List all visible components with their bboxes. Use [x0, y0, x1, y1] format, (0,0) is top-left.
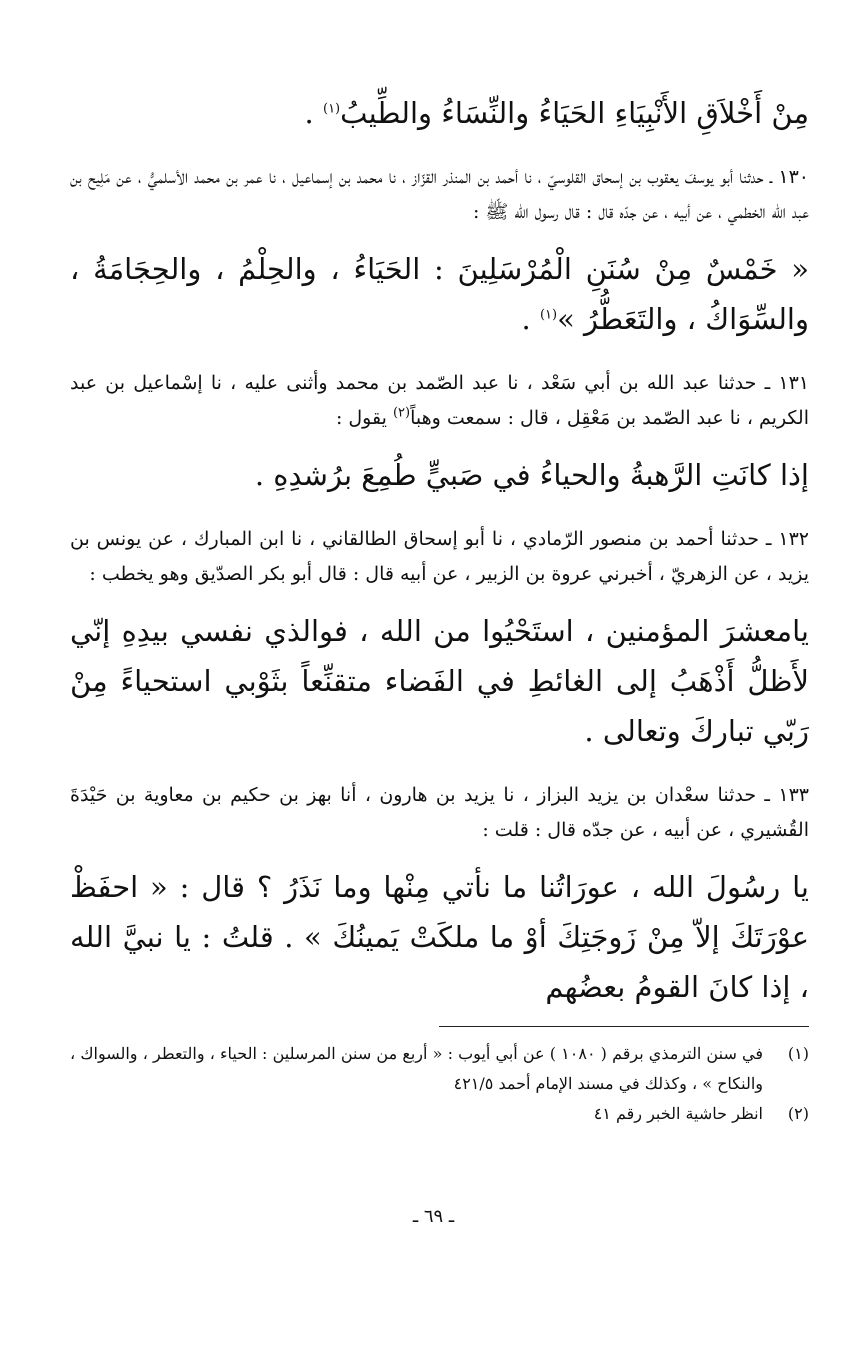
- footnote-marker: (١): [322, 101, 341, 117]
- quote-block-1: [70, 88, 809, 138]
- footnote-text: انظر حاشية الخبر رقم ٤١: [593, 1104, 763, 1123]
- footnote-divider: [439, 1026, 809, 1027]
- quote-text: يا رسُولَ الله ، عورَاتُنا ما نأتي مِنْها وما نَذَرُ ؟ قال : « احفَظْ عوْرَتَكَ إلاّ مِنْ زَوجَتِكَ أوْ ما ملكَتْ يَمينُكَ » . قلتُ : يا نبيَّ الله ، إذا كانَ القومُ بعضُهم: [70, 870, 809, 1004]
- footnote-2: [70, 1099, 809, 1129]
- quote-text: إذا كانَتِ الرَّهبةُ والحياءُ في صَبيٍّ طُمِعَ برُشدِهِ .: [254, 458, 809, 492]
- quote-text: « خَمْسٌ مِنْ سُنَنِ الْمُرْسَلِينَ : الحَيَاءُ ، والحِلْمُ ، والحِجَامَةُ ، والسِّوَاكُ ، والتَعَطُّرُ »: [70, 252, 809, 336]
- quote-block-2: [70, 244, 809, 344]
- quote-end: .: [521, 302, 540, 336]
- chain-text: ١٣٠ ـ حدثنا أبو يوسفَ يعقوب بن إسحاق القلوسيّ ، نا أحمد بن المنذر القزّاز ، نا محمد بن إسماعيل ، نا عمر بن محمد الأسلميُّ ، عن مَلِيح بن عبد الله الخطمي ، عن أبيه ، عن جدّه قال : قال رسول الله ﷺ :: [70, 166, 809, 223]
- quote-text: مِنْ أَخْلاَقِ الأَنْبِيَاءِ الحَيَاءُ والنِّسَاءُ والطِّيبُ: [340, 96, 809, 130]
- page-number: ـ ٦٩ ـ: [412, 1206, 455, 1227]
- quote-block-3: [70, 450, 809, 500]
- quote-text: يامعشرَ المؤمنين ، استَحْيُوا من الله ، فوالذي نفسي بيدِهِ إنّي لأَظلُّ أَذْهَبُ إلى الغائطِ في الفَضاء متقنِّعاً بثَوْبي استحياءً مِنْ رَبّي تباركَ وتعالى .: [70, 614, 809, 748]
- chain-text: ١٣٣ ـ حدثنا سعْدان بن يزيد البزاز ، نا يزيد بن هارون ، أنا بهز بن حكيم بن معاوية بن حَيْدَةَ القُشيري ، عن أبيه ، عن جدّه قال : قلت :: [70, 784, 809, 841]
- hadith-133-chain: [70, 778, 809, 848]
- quote-block-5: [70, 862, 809, 1012]
- quote-block-4: [70, 606, 809, 756]
- footnote-1: [70, 1039, 809, 1099]
- footnote-number: (٢): [787, 1104, 809, 1123]
- footnote-marker: (٢): [392, 405, 411, 421]
- footnote-text: في سنن الترمذي برقم ( ١٠٨٠ ) عن أبي أيوب : « أربع من سنن المرسلين : الحياء ، والتعطر ، والسواك ، والنكاح » ، وكذلك في مسند الإمام أحمد ٤٢١/٥: [70, 1044, 763, 1093]
- hadith-131-chain: [70, 366, 809, 436]
- hadith-132-chain: [70, 522, 809, 592]
- chain-text-end: يقول :: [335, 407, 393, 429]
- footnote-number: (١): [787, 1044, 809, 1063]
- chain-text: ١٣١ ـ حدثنا عبد الله بن أبي سَعْد ، نا عبد الصّمد بن محمد وأثنى عليه ، نا إسْماعيل بن عبد الكريم ، نا عبد الصّمد بن مَعْقِل ، قال : سمعت وهباً: [70, 372, 809, 429]
- quote-end: .: [304, 96, 323, 130]
- chain-text: ١٣٢ ـ حدثنا أحمد بن منصور الرّمادي ، نا أبو إسحاق الطالقاني ، نا ابن المبارك ، عن يونس بن يزيد ، عن الزهريّ ، أخبرني عروة بن الزبير ، عن أبيه قال : قال أبو بكر الصدّيق وهو يخطب :: [70, 528, 809, 585]
- footnote-marker: (١): [539, 307, 558, 323]
- hadith-130-chain: [70, 160, 809, 230]
